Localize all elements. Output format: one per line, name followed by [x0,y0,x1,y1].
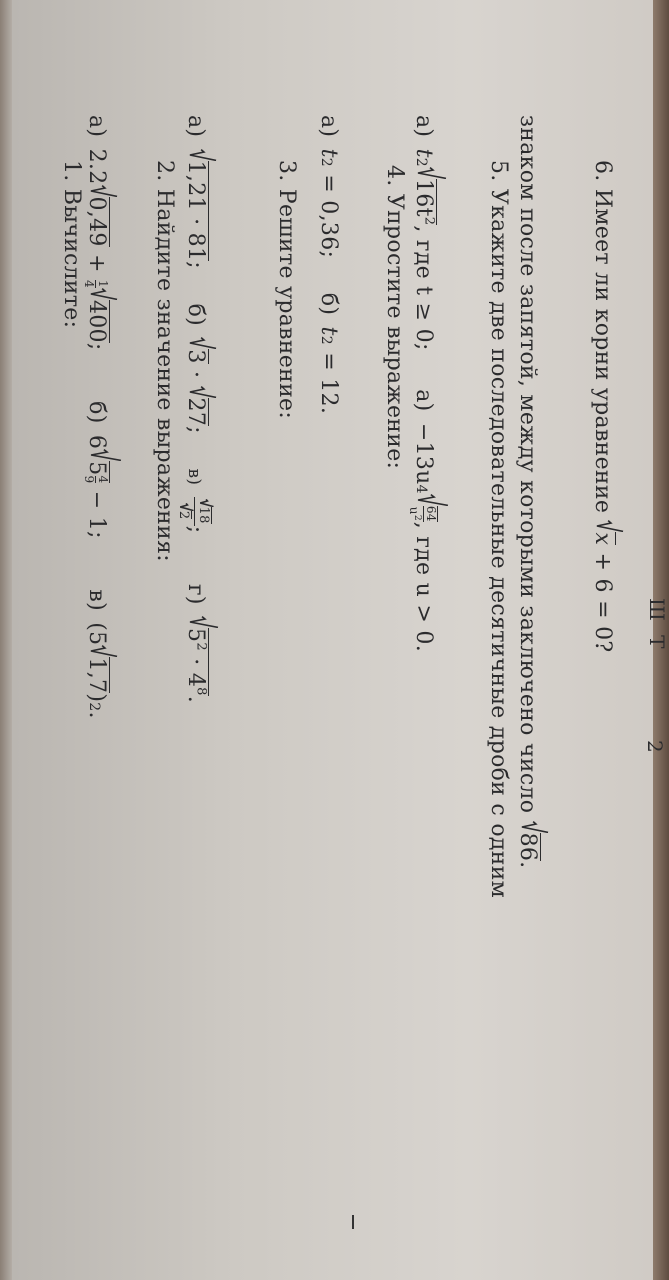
sqrt-icon [90,645,118,657]
p1-a-radicand-2: 400 [84,299,109,343]
sqrt-icon [90,185,118,197]
p1-a-radicand: 0,49 [84,196,109,247]
p4-b-fraction: 64 $u^2$ [407,505,439,522]
p1-a-pre: 2.2 [84,148,109,185]
edge-text-fragment: Ш Т [645,598,669,653]
sqrt-icon [189,386,217,398]
sqrt-icon [90,449,122,461]
pen-mark [352,1215,354,1229]
problem-2-title: 2. Найдите значение выражения: [152,160,177,562]
p2-d-radicand: $5^2 \cdot 4^8$ [183,628,209,696]
p2-c-fraction: 18 2 [176,497,215,526]
problem-1-title: 1. Вычислите: [59,160,84,329]
sqrt-icon [189,149,217,161]
p1-a-fraction: 1 4 [82,280,111,288]
sqrt-icon [189,616,219,628]
problem-3-title: 3. Решите уравнение: [274,160,299,420]
problem-5-line-1: 5. Укажите две последовательные десятичные дроби с одним [486,160,511,899]
problem-3-items: а) t2 = 0,36; б) t2 = 12. [316,115,341,415]
sqrt-icon [181,503,195,511]
p1-c-label: в) [84,589,109,611]
sqrt-icon [189,337,217,349]
problem-2-items: а) 1,21 · 81; б) 3 · 27; в) 18 2 ; г) $5^2 \cdot 4^8$. [176,115,220,703]
sqrt-icon [417,167,447,179]
sqrt-icon [90,288,118,300]
sqrt-icon [521,821,549,833]
sqrt-icon [201,499,215,507]
problem-5-line-2: знаком после запятой, между которыми заключено число 86. [515,115,549,868]
problem-4-items: а) $t216t^2$, где t ≥ 0; а) −13u4 64 $u^2$ , где u > 0. [408,115,450,652]
page-number: 2 [643,740,667,753]
sqrt-icon [596,520,624,532]
sqrt-icon [417,494,449,506]
p1-b-radicand: 5 4 9 [82,461,111,484]
p1-a-label: а) [84,115,109,138]
problem-4-title: 4. Упростите выражение: [382,165,407,470]
problem-6: 6. Имеет ли корни уравнение x + 6 = 0? [590,160,624,653]
problem-1-items: а) 2.20,49 + 1 4 400; б) 65 4 9 − 1; в) (51,7)2. [83,115,123,719]
p1-b-label: б) [84,401,109,424]
